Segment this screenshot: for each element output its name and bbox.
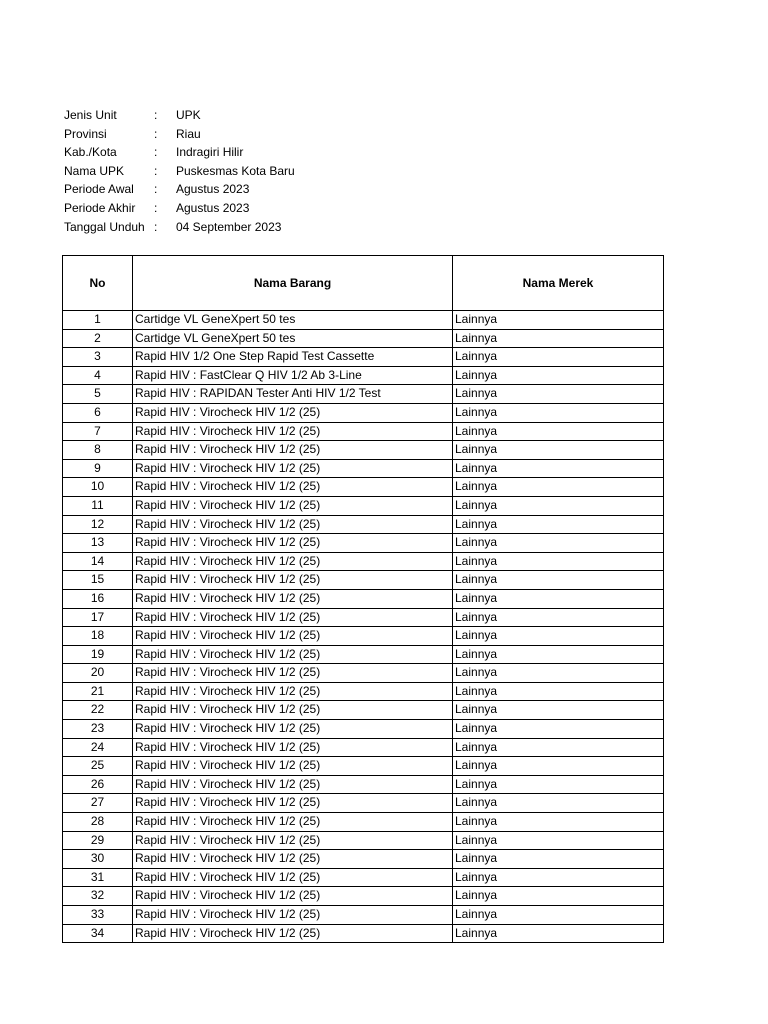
cell-nama-barang: Rapid HIV : Virocheck HIV 1/2 (25) <box>133 850 453 869</box>
cell-nama-merek: Lainnya <box>453 311 664 330</box>
cell-nama-barang: Rapid HIV : Virocheck HIV 1/2 (25) <box>133 701 453 720</box>
cell-nama-merek: Lainnya <box>453 775 664 794</box>
cell-nama-merek: Lainnya <box>453 850 664 869</box>
table-row <box>63 831 664 850</box>
table-row <box>63 608 664 627</box>
cell-nama-merek: Lainnya <box>453 924 664 943</box>
cell-nama-barang: Rapid HIV : Virocheck HIV 1/2 (25) <box>133 496 453 515</box>
metadata-label: Kab./Kota <box>64 145 117 160</box>
table-row <box>63 422 664 441</box>
table-row <box>63 627 664 646</box>
cell-no: 17 <box>63 608 133 627</box>
cell-no: 2 <box>63 329 133 348</box>
metadata-row <box>64 180 295 199</box>
table-row <box>63 701 664 720</box>
cell-no: 26 <box>63 775 133 794</box>
table-row <box>63 329 664 348</box>
cell-nama-barang: Rapid HIV : Virocheck HIV 1/2 (25) <box>133 664 453 683</box>
cell-nama-barang: Rapid HIV : Virocheck HIV 1/2 (25) <box>133 552 453 571</box>
cell-nama-barang: Rapid HIV : Virocheck HIV 1/2 (25) <box>133 738 453 757</box>
table-row <box>63 868 664 887</box>
table-row <box>63 775 664 794</box>
cell-nama-merek: Lainnya <box>453 664 664 683</box>
table-row <box>63 366 664 385</box>
cell-nama-barang: Rapid HIV : Virocheck HIV 1/2 (25) <box>133 534 453 553</box>
cell-nama-barang: Rapid HIV : Virocheck HIV 1/2 (25) <box>133 887 453 906</box>
table-row <box>63 459 664 478</box>
cell-nama-barang: Rapid HIV : Virocheck HIV 1/2 (25) <box>133 627 453 646</box>
metadata-colon: : <box>154 219 158 234</box>
header-nama-merek: Nama Merek <box>453 256 664 311</box>
cell-nama-merek: Lainnya <box>453 534 664 553</box>
cell-nama-merek: Lainnya <box>453 422 664 441</box>
cell-no: 18 <box>63 627 133 646</box>
cell-no: 3 <box>63 348 133 367</box>
table-row <box>63 794 664 813</box>
cell-no: 15 <box>63 571 133 590</box>
metadata-colon: : <box>154 200 158 215</box>
cell-no: 16 <box>63 589 133 608</box>
cell-nama-merek: Lainnya <box>453 831 664 850</box>
table-row <box>63 571 664 590</box>
cell-nama-barang: Rapid HIV : Virocheck HIV 1/2 (25) <box>133 459 453 478</box>
cell-nama-barang: Rapid HIV : Virocheck HIV 1/2 (25) <box>133 403 453 422</box>
cell-nama-barang: Rapid HIV : Virocheck HIV 1/2 (25) <box>133 794 453 813</box>
cell-no: 13 <box>63 534 133 553</box>
cell-nama-merek: Lainnya <box>453 720 664 739</box>
cell-no: 19 <box>63 645 133 664</box>
cell-nama-merek: Lainnya <box>453 813 664 832</box>
cell-nama-barang: Rapid HIV : Virocheck HIV 1/2 (25) <box>133 924 453 943</box>
cell-nama-merek: Lainnya <box>453 366 664 385</box>
cell-nama-barang: Rapid HIV : Virocheck HIV 1/2 (25) <box>133 515 453 534</box>
table-row <box>63 664 664 683</box>
table-row <box>63 682 664 701</box>
report-metadata <box>64 106 295 236</box>
table-row <box>63 906 664 925</box>
table-row <box>63 311 664 330</box>
cell-nama-merek: Lainnya <box>453 348 664 367</box>
header-no: No <box>63 256 133 311</box>
cell-no: 22 <box>63 701 133 720</box>
metadata-label: Periode Akhir <box>64 200 136 215</box>
cell-nama-barang: Rapid HIV : Virocheck HIV 1/2 (25) <box>133 645 453 664</box>
cell-no: 27 <box>63 794 133 813</box>
cell-no: 25 <box>63 757 133 776</box>
cell-no: 5 <box>63 385 133 404</box>
metadata-value: Agustus 2023 <box>176 200 250 215</box>
items-table <box>62 255 664 943</box>
cell-no: 4 <box>63 366 133 385</box>
cell-nama-barang: Rapid HIV : Virocheck HIV 1/2 (25) <box>133 757 453 776</box>
metadata-value: Riau <box>176 126 201 141</box>
table-row <box>63 589 664 608</box>
metadata-value: UPK <box>176 108 201 122</box>
cell-nama-merek: Lainnya <box>453 515 664 534</box>
metadata-label: Nama UPK <box>64 163 125 178</box>
cell-nama-barang: Cartidge VL GeneXpert 50 tes <box>133 311 453 330</box>
metadata-colon: : <box>154 163 158 178</box>
table-row <box>63 720 664 739</box>
cell-no: 29 <box>63 831 133 850</box>
cell-no: 9 <box>63 459 133 478</box>
cell-no: 6 <box>63 403 133 422</box>
cell-nama-barang: Rapid HIV : Virocheck HIV 1/2 (25) <box>133 608 453 627</box>
table-row <box>63 385 664 404</box>
cell-no: 20 <box>63 664 133 683</box>
table-row <box>63 534 664 553</box>
metadata-label: Tanggal Unduh <box>64 219 145 234</box>
cell-nama-barang: Rapid HIV : Virocheck HIV 1/2 (25) <box>133 589 453 608</box>
metadata-colon: : <box>154 108 158 122</box>
cell-no: 32 <box>63 887 133 906</box>
cell-nama-merek: Lainnya <box>453 496 664 515</box>
metadata-label: Jenis Unit <box>64 108 117 122</box>
metadata-row <box>64 125 295 144</box>
table-row <box>63 850 664 869</box>
metadata-value: Agustus 2023 <box>176 182 250 197</box>
metadata-row <box>64 143 295 162</box>
table-row <box>63 645 664 664</box>
table-row <box>63 552 664 571</box>
metadata-rows <box>64 106 295 236</box>
cell-nama-barang: Rapid HIV : Virocheck HIV 1/2 (25) <box>133 813 453 832</box>
cell-nama-barang: Rapid HIV : Virocheck HIV 1/2 (25) <box>133 478 453 497</box>
table-header <box>63 256 664 311</box>
table-header-row <box>63 256 664 311</box>
cell-nama-merek: Lainnya <box>453 682 664 701</box>
metadata-colon: : <box>154 126 158 141</box>
table-body <box>63 311 664 943</box>
cell-nama-barang: Rapid HIV : Virocheck HIV 1/2 (25) <box>133 720 453 739</box>
cell-no: 24 <box>63 738 133 757</box>
cell-nama-merek: Lainnya <box>453 887 664 906</box>
cell-nama-barang: Rapid HIV : Virocheck HIV 1/2 (25) <box>133 682 453 701</box>
cell-nama-merek: Lainnya <box>453 571 664 590</box>
cell-nama-merek: Lainnya <box>453 868 664 887</box>
metadata-label: Periode Awal <box>64 182 134 197</box>
cell-nama-merek: Lainnya <box>453 403 664 422</box>
cell-nama-barang: Rapid HIV : Virocheck HIV 1/2 (25) <box>133 571 453 590</box>
cell-nama-merek: Lainnya <box>453 627 664 646</box>
metadata-value: Puskesmas Kota Baru <box>176 163 295 178</box>
cell-nama-merek: Lainnya <box>453 441 664 460</box>
cell-nama-barang: Rapid HIV 1/2 One Step Rapid Test Cassette <box>133 348 453 367</box>
cell-nama-barang: Cartidge VL GeneXpert 50 tes <box>133 329 453 348</box>
cell-nama-merek: Lainnya <box>453 329 664 348</box>
metadata-label: Provinsi <box>64 126 107 141</box>
cell-no: 11 <box>63 496 133 515</box>
cell-nama-merek: Lainnya <box>453 385 664 404</box>
cell-no: 30 <box>63 850 133 869</box>
cell-nama-barang: Rapid HIV : FastClear Q HIV 1/2 Ab 3-Line <box>133 366 453 385</box>
metadata-colon: : <box>154 182 158 197</box>
cell-nama-merek: Lainnya <box>453 478 664 497</box>
cell-nama-barang: Rapid HIV : Virocheck HIV 1/2 (25) <box>133 441 453 460</box>
cell-nama-merek: Lainnya <box>453 794 664 813</box>
cell-nama-barang: Rapid HIV : Virocheck HIV 1/2 (25) <box>133 906 453 925</box>
cell-nama-merek: Lainnya <box>453 701 664 720</box>
cell-no: 34 <box>63 924 133 943</box>
table-row <box>63 757 664 776</box>
cell-nama-merek: Lainnya <box>453 738 664 757</box>
cell-nama-merek: Lainnya <box>453 645 664 664</box>
cell-nama-barang: Rapid HIV : Virocheck HIV 1/2 (25) <box>133 868 453 887</box>
table-row <box>63 478 664 497</box>
cell-no: 33 <box>63 906 133 925</box>
metadata-row <box>64 162 295 181</box>
cell-no: 21 <box>63 682 133 701</box>
cell-no: 7 <box>63 422 133 441</box>
cell-nama-merek: Lainnya <box>453 757 664 776</box>
table-row <box>63 887 664 906</box>
cell-no: 14 <box>63 552 133 571</box>
cell-no: 8 <box>63 441 133 460</box>
cell-nama-merek: Lainnya <box>453 552 664 571</box>
table-row <box>63 496 664 515</box>
metadata-row <box>64 218 295 237</box>
table-row <box>63 348 664 367</box>
header-nama-barang: Nama Barang <box>133 256 453 311</box>
cell-no: 1 <box>63 311 133 330</box>
table-row <box>63 924 664 943</box>
cell-no: 28 <box>63 813 133 832</box>
table-row <box>63 515 664 534</box>
cell-nama-merek: Lainnya <box>453 608 664 627</box>
metadata-colon: : <box>154 145 158 160</box>
cell-nama-merek: Lainnya <box>453 906 664 925</box>
table-row <box>63 441 664 460</box>
cell-nama-barang: Rapid HIV : RAPIDAN Tester Anti HIV 1/2 Test <box>133 385 453 404</box>
cell-no: 23 <box>63 720 133 739</box>
cell-nama-merek: Lainnya <box>453 459 664 478</box>
table-row <box>63 738 664 757</box>
metadata-row <box>64 106 295 125</box>
cell-nama-barang: Rapid HIV : Virocheck HIV 1/2 (25) <box>133 831 453 850</box>
table-row <box>63 403 664 422</box>
metadata-value: 04 September 2023 <box>176 219 282 234</box>
metadata-value: Indragiri Hilir <box>176 145 244 160</box>
cell-nama-barang: Rapid HIV : Virocheck HIV 1/2 (25) <box>133 422 453 441</box>
cell-no: 31 <box>63 868 133 887</box>
cell-nama-barang: Rapid HIV : Virocheck HIV 1/2 (25) <box>133 775 453 794</box>
cell-nama-merek: Lainnya <box>453 589 664 608</box>
cell-no: 10 <box>63 478 133 497</box>
table-row <box>63 813 664 832</box>
metadata-row <box>64 199 295 218</box>
cell-no: 12 <box>63 515 133 534</box>
